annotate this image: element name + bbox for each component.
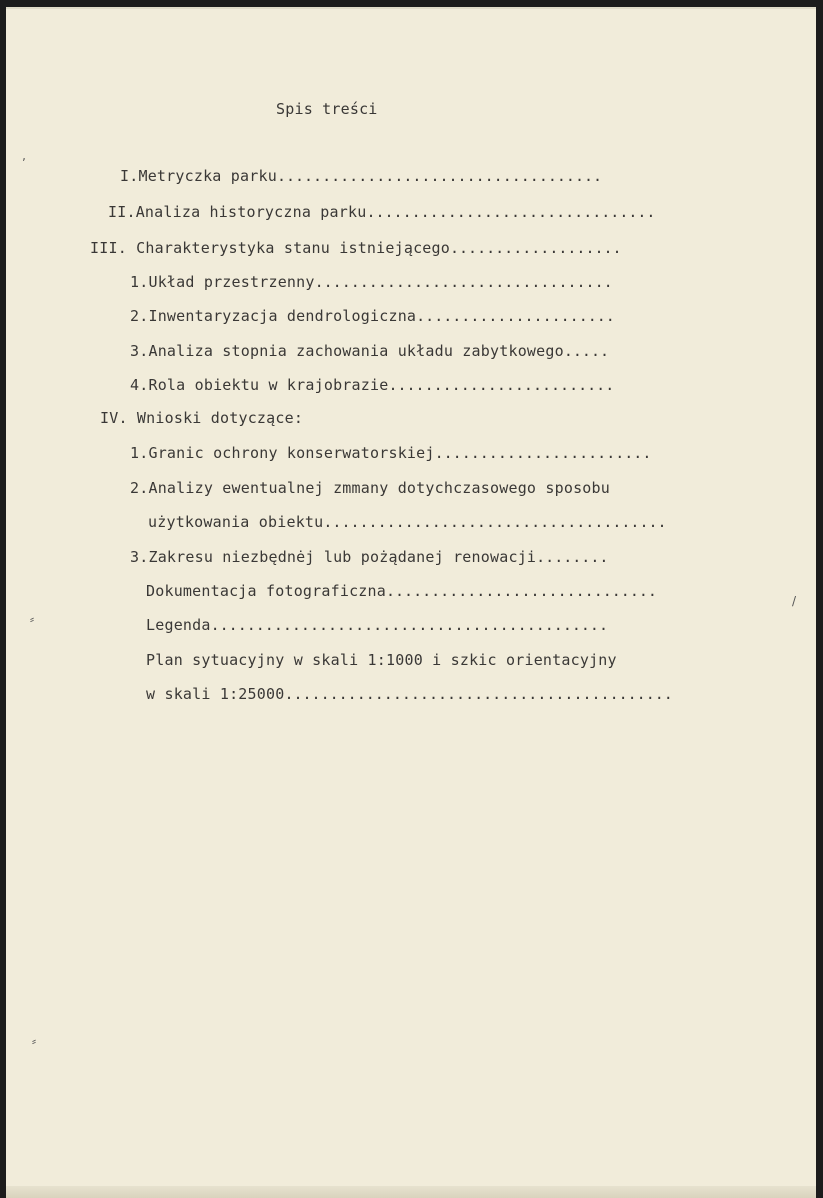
- toc-entry-text: 2.Inwentaryzacja dendrologiczna: [130, 307, 417, 325]
- toc-leader-dots: ........................: [434, 444, 652, 462]
- toc-leader-dots: ...........................................: [284, 685, 673, 703]
- toc-entry-legenda: [146, 615, 608, 635]
- margin-pencil-mark-icon: ⸗: [32, 1034, 37, 1048]
- toc-entry-skala: [146, 684, 673, 704]
- toc-leader-dots: ...................: [450, 239, 622, 257]
- toc-entry-text: II.Analiza historyczna parku: [108, 203, 367, 221]
- toc-entry-text: użytkowania obiektu: [148, 513, 324, 531]
- toc-entry-text: 2.Analizy ewentualnej zmmany dotychczasowego sposobu: [130, 479, 610, 497]
- toc-leader-dots: .........................: [388, 376, 615, 394]
- toc-leader-dots: ............................................: [210, 616, 608, 634]
- toc-entry-analiza-stopnia: [130, 341, 609, 361]
- margin-pencil-mark-icon: ⸗: [30, 612, 35, 626]
- toc-entry-charakterystyka: [90, 238, 622, 258]
- toc-entry-dokumentacja: [146, 581, 657, 601]
- toc-entry-text: 1.Granic ochrony konserwatorskiej: [130, 444, 435, 462]
- toc-entry-text: I.Metryczka parku: [120, 167, 277, 185]
- toc-entry-text: 3.Zakresu niezbędnėj lub pożądanej renowacji: [130, 548, 537, 566]
- toc-entry-uklad: [130, 272, 613, 292]
- toc-entry-metryczka: [120, 166, 602, 186]
- toc-entry-text: 4.Rola obiektu w krajobrazie: [130, 376, 389, 394]
- toc-entry-granic: [130, 443, 651, 463]
- margin-pencil-mark-icon: ʼ: [22, 156, 27, 170]
- toc-entry-text: IV. Wnioski dotyczące:: [100, 409, 304, 427]
- toc-entry-uzytkowania: [148, 512, 667, 532]
- toc-leader-dots: .................................: [314, 273, 613, 291]
- toc-entry-text: Plan sytuacyjny w skali 1:1000 i szkic orientacyjny: [146, 651, 617, 669]
- toc-entry-text: Dokumentacja fotograficzna: [146, 582, 386, 600]
- toc-entry-rola-obiektu: [130, 375, 614, 395]
- toc-leader-dots: .....: [563, 342, 610, 360]
- toc-entry-plan: [146, 650, 617, 670]
- toc-entry-text: Legenda: [146, 616, 211, 634]
- toc-leader-dots: ......................................: [323, 513, 667, 531]
- toc-entry-inwentaryzacja: [130, 306, 615, 326]
- toc-entry-wnioski: [100, 408, 303, 428]
- toc-entry-analizy: [130, 478, 610, 498]
- toc-entry-text: 3.Analiza stopnia zachowania układu zabytkowego: [130, 342, 564, 360]
- toc-entry-text: w skali 1:25000: [146, 685, 285, 703]
- toc-leader-dots: ..............................: [386, 582, 657, 600]
- margin-pencil-mark-icon: /: [792, 594, 797, 608]
- toc-entry-zakresu: [130, 547, 608, 567]
- toc-leader-dots: ........: [536, 548, 609, 566]
- toc-entry-analiza-historyczna: [108, 202, 655, 222]
- toc-leader-dots: ................................: [366, 203, 656, 221]
- toc-entry-text: 1.Układ przestrzenny: [130, 273, 315, 291]
- toc-leader-dots: ....................................: [276, 167, 603, 185]
- toc-leader-dots: ......................: [416, 307, 615, 325]
- page-title: Spis treści: [276, 100, 378, 118]
- toc-entry-text: III. Charakterystyka stanu istniejącego: [90, 239, 450, 257]
